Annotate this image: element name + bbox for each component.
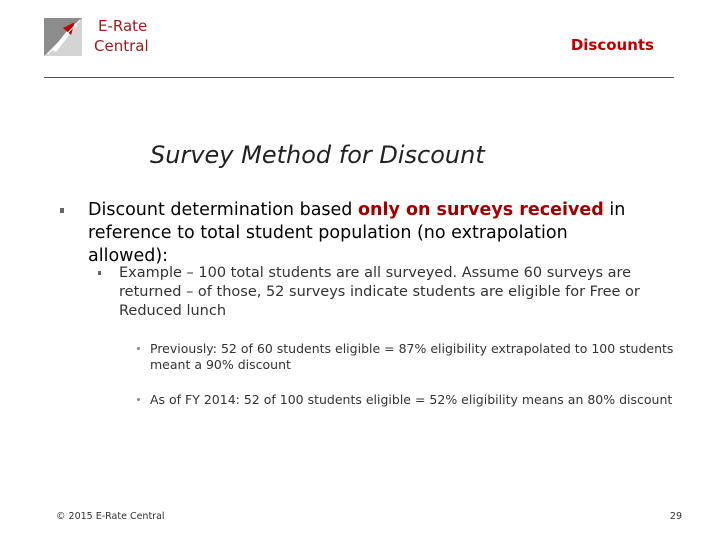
bullet-level2-example: Example – 100 total students are all surveyed. Assume 60 surveys are returned – of those, 52 surveys indicate students are eligible for Free or Reduced lunch [119,265,640,319]
bullet-level1 [88,199,648,268]
logo-line-2: Central [94,37,149,55]
bullet-level3-fy2014: As of FY 2014: 52 of 100 students eligible = 52% eligibility means an 80% discount [150,392,673,407]
page-number: 29 [669,511,682,522]
bullet1-emphasis: only on surveys received [357,200,604,220]
logo-wordmark [94,16,149,56]
bullet-marker-level2 [98,271,101,275]
logo-line-1: E-Rate [98,17,148,35]
e-rate-central-logo-icon [44,18,82,56]
bullet1-text-after: in reference to total student population (no extrapolation allowed): [88,200,626,266]
header-divider [44,77,674,78]
bullet-marker-level3 [137,398,140,401]
slide-title: Survey Method for Discount [150,141,485,169]
bullet-level3-previously: Previously: 52 of 60 students eligible = 87% eligibility extrapolated to 100 students meant a 90% discount [150,341,674,372]
bullet-marker-level3 [137,347,140,350]
bullet1-text-before: Discount determination based [88,200,358,220]
footer-copyright: © 2015 E-Rate Central [56,511,165,522]
section-title: Discounts [570,36,654,54]
bullet-marker-level1 [60,208,64,213]
